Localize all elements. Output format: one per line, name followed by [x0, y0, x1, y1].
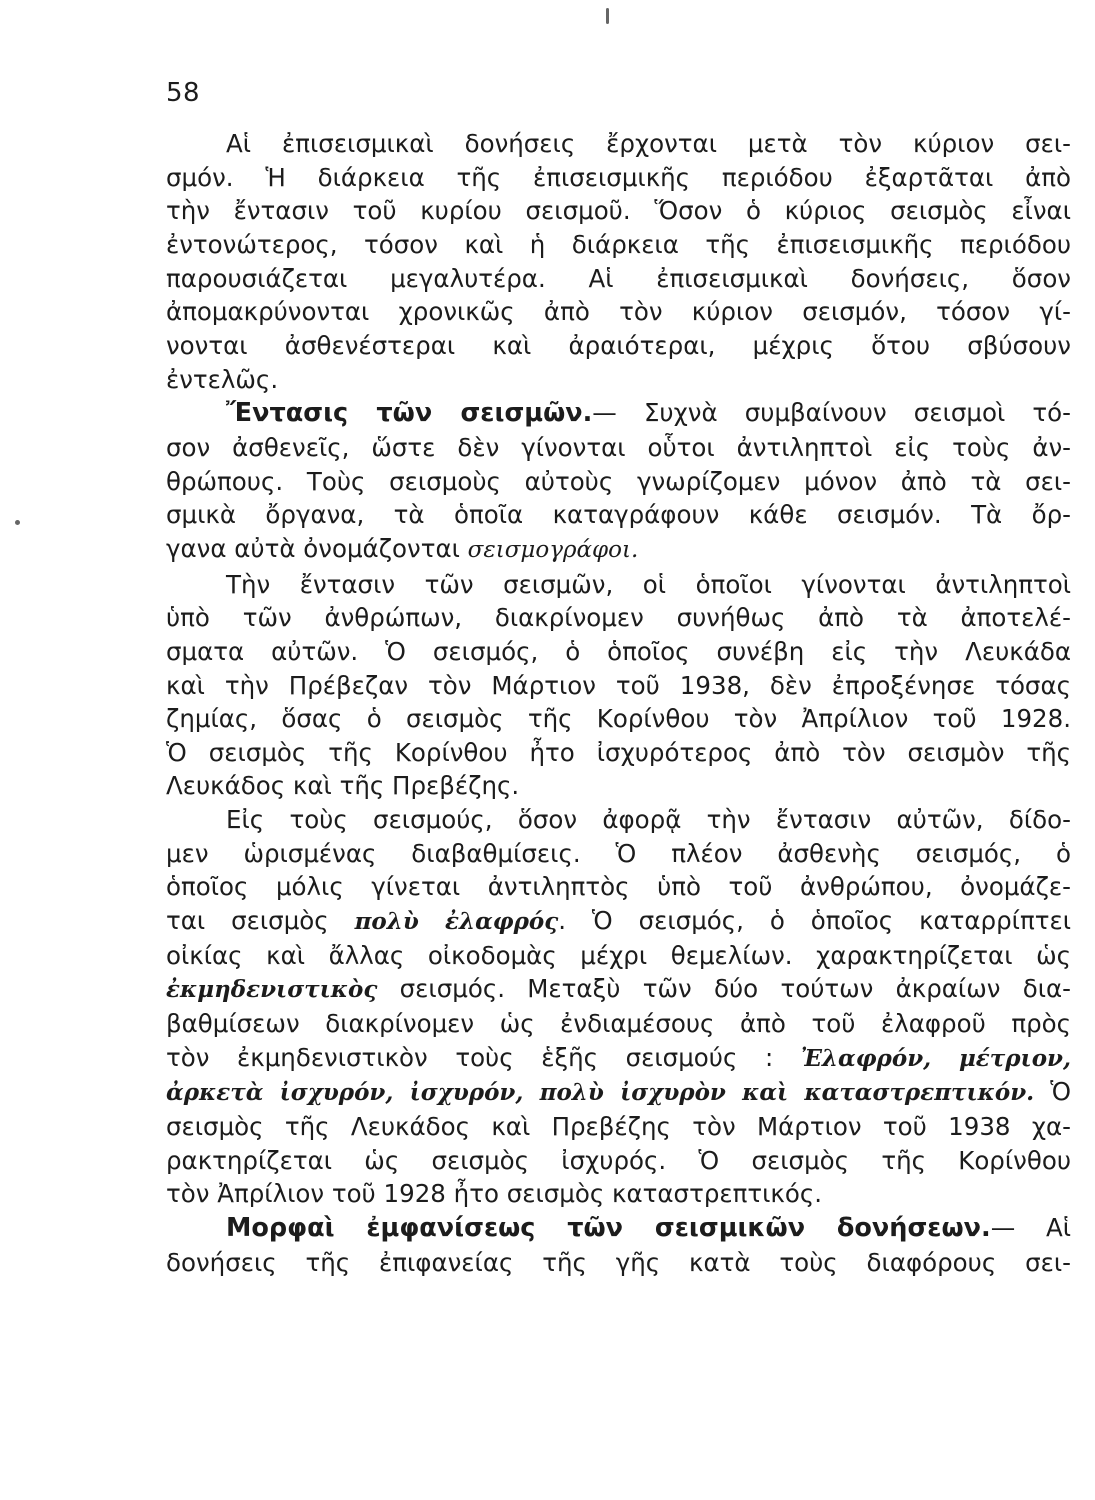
- line-text: βαθμίσεων διακρίνομεν ὡς ἐνδιαμέσους ἀπὸ τοῦ ἐλαφροῦ πρὸς: [166, 1009, 1071, 1039]
- text-line: [166, 1177, 1071, 1211]
- text-line: [166, 295, 1071, 329]
- line-text: ἐντονώτερος, τόσον καὶ ἡ διάρκεια τῆς ἐπισεισμικῆς περιόδου: [166, 229, 1071, 259]
- text-line: [166, 329, 1071, 363]
- line-text: Ὁ: [1034, 1077, 1071, 1107]
- line-text: — Συχνὰ συμβαίνουν σεισμοὶ τό-: [592, 398, 1071, 428]
- emphasized-term: ἐκμηδενιστικὸς: [166, 976, 378, 1004]
- emphasized-term: σεισμογράφοι.: [467, 536, 639, 563]
- text-line: [166, 1110, 1071, 1144]
- line-text: Λευκάδος καὶ τῆς Πρεβέζης.: [166, 771, 520, 801]
- text-line: [166, 465, 1071, 499]
- text-line: [166, 870, 1071, 904]
- text-line: [166, 161, 1071, 195]
- text-line: [166, 498, 1071, 532]
- line-text: θρώπους. Τοὺς σεισμοὺς αὐτοὺς γνωρίζομεν μόνον ἀπὸ τὰ σει-: [166, 466, 1071, 496]
- line-text: νονται ἀσθενέστεραι καὶ ἀραιότεραι, μέχρις ὅτου σβύσουν: [166, 330, 1071, 360]
- text-line: [166, 736, 1071, 770]
- text-line: [166, 1007, 1071, 1041]
- page-number: 58: [166, 78, 201, 108]
- paper-speck: [606, 8, 609, 24]
- text-line: [166, 769, 1071, 803]
- section-heading: Ἔντασις τῶν σεισμῶν.: [226, 398, 593, 429]
- text-line: [166, 1211, 1071, 1246]
- text-line: [166, 669, 1071, 703]
- text-line: [166, 1144, 1071, 1178]
- line-text: οἰκίας καὶ ἄλλας οἰκοδομὰς μέχρι θεμελίων. χαρακτηρίζεται ὡς: [166, 940, 1071, 970]
- line-text: ἀπομακρύνονται χρονικῶς ἀπὸ τὸν κύριον σεισμόν, τόσον γί-: [166, 297, 1071, 327]
- line-text: Εἰς τοὺς σεισμούς, ὅσον ἀφορᾷ τὴν ἔντασιν αὐτῶν, δίδο-: [226, 805, 1071, 835]
- line-text: ὁποῖος μόλις γίνεται ἀντιληπτὸς ὑπὸ τοῦ ἀνθρώπου, ὀνομάζε-: [166, 872, 1071, 902]
- line-text: γανα αὐτὰ ὀνομάζονται: [166, 533, 468, 563]
- emphasized-term: ἀρκετὰ ἰσχυρόν, ἰσχυρόν, πολὺ ἰσχυρὸν καὶ καταστρεπτικόν.: [166, 1079, 1035, 1107]
- text-line: [166, 601, 1071, 635]
- line-text: ὑπὸ τῶν ἀνθρώπων, διακρίνομεν συνήθως ἀπὸ τὰ ἀποτελέ-: [166, 603, 1071, 633]
- text-line: [166, 702, 1071, 736]
- line-text: τὴν ἔντασιν τοῦ κυρίου σεισμοῦ. Ὅσον ὁ κύριος σεισμὸς εἶναι: [166, 196, 1071, 226]
- line-text: δονήσεις τῆς ἐπιφανείας τῆς γῆς κατὰ τοὺς διαφόρους σει-: [166, 1247, 1071, 1277]
- line-text: ζημίας, ὅσας ὁ σεισμὸς τῆς Κορίνθου τὸν Ἀπρίλιον τοῦ 1928.: [166, 704, 1071, 734]
- text-line: [166, 568, 1071, 602]
- line-text: τὸν ἐκμηδενιστικὸν τοὺς ἑξῆς σεισμούς :: [166, 1042, 801, 1072]
- line-text: τὸν Ἀπρίλιον τοῦ 1928 ἦτο σεισμὸς καταστρεπτικός.: [166, 1179, 822, 1209]
- section-heading: Μορφαὶ ἐμφανίσεως τῶν σεισμικῶν δονήσεων.: [226, 1213, 991, 1243]
- text-line: [166, 194, 1071, 228]
- line-text: Τὴν ἔντασιν τῶν σεισμῶν, οἱ ὁποῖοι γίνονται ἀντιληπτοὶ: [226, 569, 1071, 599]
- line-text: σεισμός. Μεταξὺ τῶν δύο τούτων ἀκραίων δια-: [377, 974, 1071, 1004]
- text-line: [166, 262, 1071, 296]
- text-line: [166, 431, 1071, 465]
- line-text: καὶ τὴν Πρέβεζαν τὸν Μάρτιον τοῦ 1938, δὲν ἐπροξένησε τόσας: [166, 670, 1071, 700]
- text-line: [166, 939, 1071, 973]
- text-line: [166, 1075, 1071, 1110]
- line-text: σμόν. Ἡ διάρκεια τῆς ἐπισεισμικῆς περιόδου ἐξαρτᾶται ἀπὸ: [166, 162, 1071, 192]
- body-text: [166, 127, 1071, 1279]
- text-line: [166, 532, 1071, 568]
- line-text: μεν ὡρισμένας διαβαθμίσεις. Ὁ πλέον ἀσθενὴς σεισμός, ὁ: [166, 838, 1071, 868]
- line-text: — Αἱ: [990, 1213, 1071, 1242]
- emphasized-term: πολὺ ἐλαφρός: [354, 908, 559, 936]
- text-line: [166, 127, 1071, 161]
- line-text: ἐντελῶς.: [166, 364, 279, 394]
- line-text: ται σεισμὸς: [166, 906, 355, 936]
- emphasized-term: Ἐλαφρόν, μέτριον,: [800, 1044, 1071, 1072]
- line-text: ρακτηρίζεται ὡς σεισμὸς ἰσχυρός. Ὁ σεισμὸς τῆς Κορίνθου: [166, 1145, 1071, 1175]
- line-text: σεισμὸς τῆς Λευκάδος καὶ Πρεβέζης τὸν Μάρτιον τοῦ 1938 χα-: [166, 1112, 1071, 1142]
- text-line: [166, 904, 1071, 939]
- text-line: [166, 396, 1071, 431]
- text-line: [166, 1246, 1071, 1280]
- paper-speck: [15, 520, 20, 525]
- text-line: [166, 363, 1071, 397]
- text-line: [166, 635, 1071, 669]
- line-text: παρουσιάζεται μεγαλυτέρα. Αἱ ἐπισεισμικαὶ δονήσεις, ὅσον: [166, 263, 1071, 293]
- text-line: [166, 228, 1071, 262]
- line-text: Ὁ σεισμὸς τῆς Κορίνθου ἦτο ἰσχυρότερος ἀπὸ τὸν σεισμὸν τῆς: [166, 737, 1071, 767]
- text-line: [166, 1041, 1071, 1076]
- line-text: σματα αὐτῶν. Ὁ σεισμός, ὁ ὁποῖος συνέβη εἰς τὴν Λευκάδα: [166, 636, 1071, 666]
- line-text: . Ὁ σεισμός, ὁ ὁποῖος καταρρίπτει: [558, 906, 1071, 936]
- text-line: [166, 972, 1071, 1007]
- line-text: σον ἀσθενεῖς, ὥστε δὲν γίνονται οὗτοι ἀντιληπτοὶ εἰς τοὺς ἀν-: [166, 432, 1071, 462]
- line-text: σμικὰ ὄργανα, τὰ ὁποῖα καταγράφουν κάθε σεισμόν. Τὰ ὄρ-: [166, 500, 1071, 530]
- text-line: [166, 837, 1071, 871]
- text-line: [166, 803, 1071, 837]
- line-text: Αἱ ἐπισεισμικαὶ δονήσεις ἔρχονται μετὰ τὸν κύριον σει-: [226, 129, 1071, 158]
